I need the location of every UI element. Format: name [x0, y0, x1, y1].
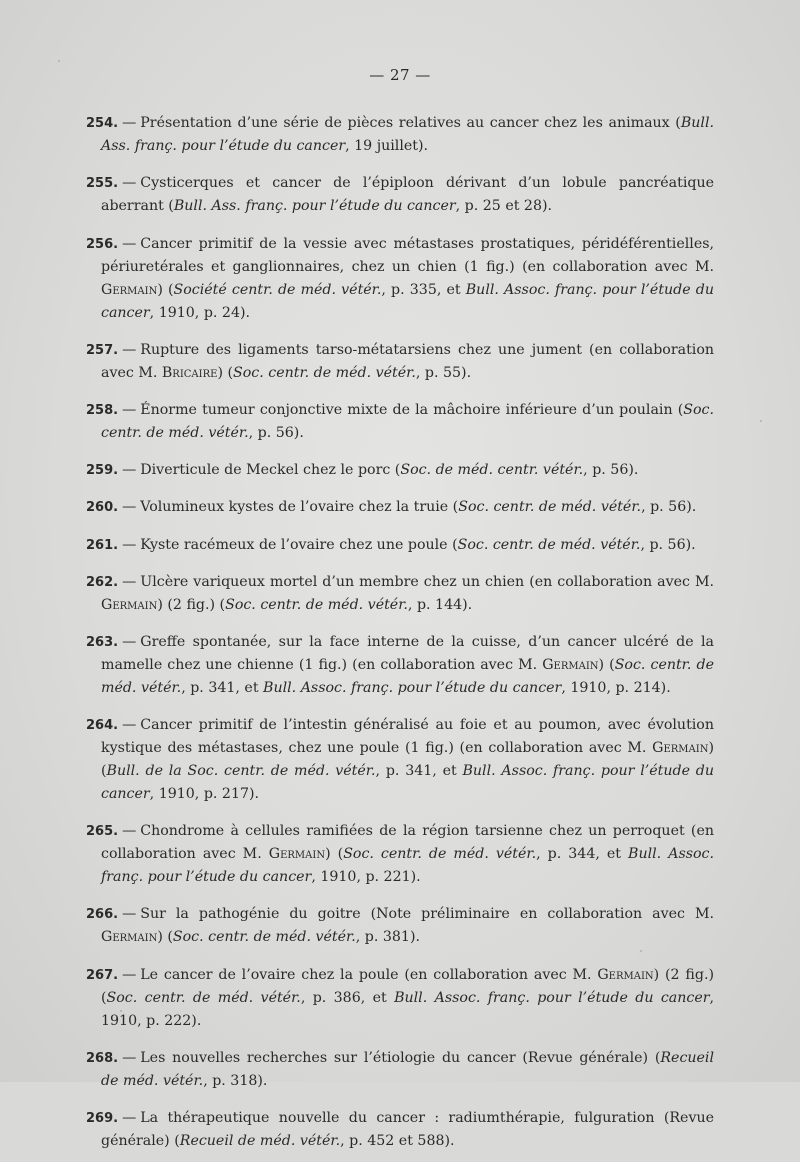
- entry-text: Le cancer de l’ovaire chez la poule (en collaboration avec M. Germain) (2 fig.) (Soc. centr. de méd. vétér., p. 386, et Bull. Assoc. franç. pour l’étude du cancer, 1910, p. 222).: [101, 966, 715, 1029]
- page-number: — 27 —: [369, 66, 431, 84]
- entry-number: 256.: [86, 236, 119, 252]
- entry-number: 259.: [86, 463, 119, 479]
- paper-speck: [120, 1010, 122, 1012]
- paper-speck: [760, 420, 762, 422]
- entry-dash: —: [122, 401, 137, 418]
- entry-dash: —: [122, 966, 137, 983]
- entry-number: 263.: [86, 634, 119, 650]
- entry-dash: —: [122, 717, 137, 734]
- bibliography-entry: [86, 399, 714, 445]
- entry-text: Cancer primitif de l’intestin généralisé au foie et au poumon, avec évolution kystique des métastases, chez une poule (1 fig.) (en collaboration avec M. Germain) (Bull. de la Soc. centr. de méd. vétér., p. 341, et Bull. Assoc. franç. pour l’étude du cancer, 1910, p. 217).: [101, 717, 715, 803]
- bibliography-entry: [86, 1107, 714, 1153]
- bibliography-entry: [86, 496, 714, 519]
- entry-dash: —: [122, 1110, 137, 1126]
- bibliography-entry: [86, 172, 714, 218]
- entry-text: Diverticule de Meckel chez le porc (Soc. de méd. centr. vétér., p. 56).: [140, 462, 639, 479]
- entry-number: 260.: [86, 500, 119, 516]
- paper-speck: [58, 60, 60, 62]
- entry-number: 257.: [86, 342, 119, 358]
- bibliography-entry: [86, 571, 714, 617]
- entry-number: 254.: [86, 116, 119, 132]
- bibliography-entry: [86, 820, 714, 889]
- entry-text: La thérapeutique nouvelle du cancer : radiumthérapie, fulguration (Revue générale) (Recueil de méd. vétér., p. 452 et 588).: [101, 1110, 714, 1149]
- entry-number: 268.: [86, 1050, 119, 1066]
- bibliography-entry: [86, 1047, 714, 1093]
- entry-dash: —: [122, 823, 137, 840]
- entry-text: Cancer primitif de la vessie avec métastases prostatiques, péridéférentielles, périuretérales et ganglionnaires, chez un chien (1 fig.) (en collaboration avec M. Germain) (Société centr. de méd. vétér., p. 335, et Bull. Assoc. franç. pour l’étude du cancer, 1910, p. 24).: [101, 235, 714, 321]
- entry-number: 262.: [86, 574, 119, 590]
- entry-number: 269.: [86, 1111, 119, 1126]
- bibliography-entry: [86, 459, 714, 482]
- entry-dash: —: [122, 906, 137, 923]
- entry-text: Greffe spontanée, sur la face interne de la cuisse, d’un cancer ulcéré de la mamelle chez une chienne (1 fig.) (en collaboration avec M. Germain) (Soc. centr. de méd. vétér., p. 341, et Bull. Assoc. franç. pour l’étude du cancer, 1910, p. 214).: [101, 633, 714, 696]
- entry-number: 266.: [86, 907, 119, 923]
- entry-number: 261.: [86, 537, 119, 553]
- entry-number: 258.: [86, 402, 119, 418]
- entry-text: Rupture des ligaments tarso-métatarsiens chez une jument (en collaboration avec M. Bricaire) (Soc. centr. de méd. vétér., p. 55).: [101, 341, 714, 381]
- entry-dash: —: [122, 235, 137, 252]
- entry-number: 255.: [86, 176, 119, 192]
- entry-text: Présentation d’une série de pièces relatives au cancer chez les animaux (Bull. Ass. franç. pour l’étude du cancer, 19 juillet).: [101, 115, 714, 155]
- entry-dash: —: [122, 175, 137, 192]
- entry-dash: —: [122, 573, 137, 590]
- entry-number: 264.: [86, 718, 119, 734]
- bibliography-entry: [86, 631, 714, 700]
- entry-text: Volumineux kystes de l’ovaire chez la truie (Soc. centr. de méd. vétér., p. 56).: [140, 499, 697, 516]
- bibliography-entry: [86, 903, 714, 949]
- entry-dash: —: [122, 1049, 137, 1066]
- bibliography-entry: [86, 339, 714, 385]
- bibliography-entry: [86, 233, 714, 325]
- paper-speck: [640, 950, 642, 952]
- entry-dash: —: [122, 633, 137, 650]
- entry-dash: —: [122, 115, 137, 132]
- entry-text: Sur la pathogénie du goitre (Note préliminaire en collaboration avec M. Germain) (Soc. centr. de méd. vétér., p. 381).: [101, 906, 714, 946]
- entry-text: Chondrome à cellules ramifiées de la région tarsienne chez un perroquet (en collaboration avec M. Germain) (Soc. centr. de méd. vétér., p. 344, et Bull. Assoc. franç. pour l’étude du cancer, 1910, p. 221).: [101, 823, 715, 886]
- entry-text: Kyste racémeux de l’ovaire chez une poule (Soc. centr. de méd. vétér., p. 56).: [140, 536, 696, 553]
- bibliography-entry: [86, 112, 714, 158]
- entry-text: Les nouvelles recherches sur l’étiologie du cancer (Revue générale) (Recueil de méd. vétér., p. 318).: [101, 1049, 714, 1089]
- bibliography-entry: [86, 714, 714, 806]
- entry-dash: —: [122, 341, 137, 358]
- entry-text: Cysticerques et cancer de l’épiploon dérivant d’un lobule pancréatique aberrant (Bull. Ass. franç. pour l’étude du cancer, p. 25 et 28).: [101, 175, 714, 215]
- bibliography-list: [86, 98, 714, 1162]
- entry-text: Ulcère variqueux mortel d’un membre chez un chien (en collaboration avec M. Germain) (2 fig.) (Soc. centr. de méd. vétér., p. 144).: [101, 573, 714, 613]
- entry-number: 265.: [86, 824, 119, 840]
- bibliography-entry: [86, 534, 714, 557]
- entry-dash: —: [122, 536, 137, 553]
- bibliography-entry: [86, 964, 714, 1033]
- entry-number: 267.: [86, 967, 119, 983]
- entry-text: Énorme tumeur conjonctive mixte de la mâchoire inférieure d’un poulain (Soc. centr. de méd. vétér., p. 56).: [101, 401, 714, 441]
- entry-dash: —: [122, 499, 137, 516]
- entry-dash: —: [122, 462, 137, 479]
